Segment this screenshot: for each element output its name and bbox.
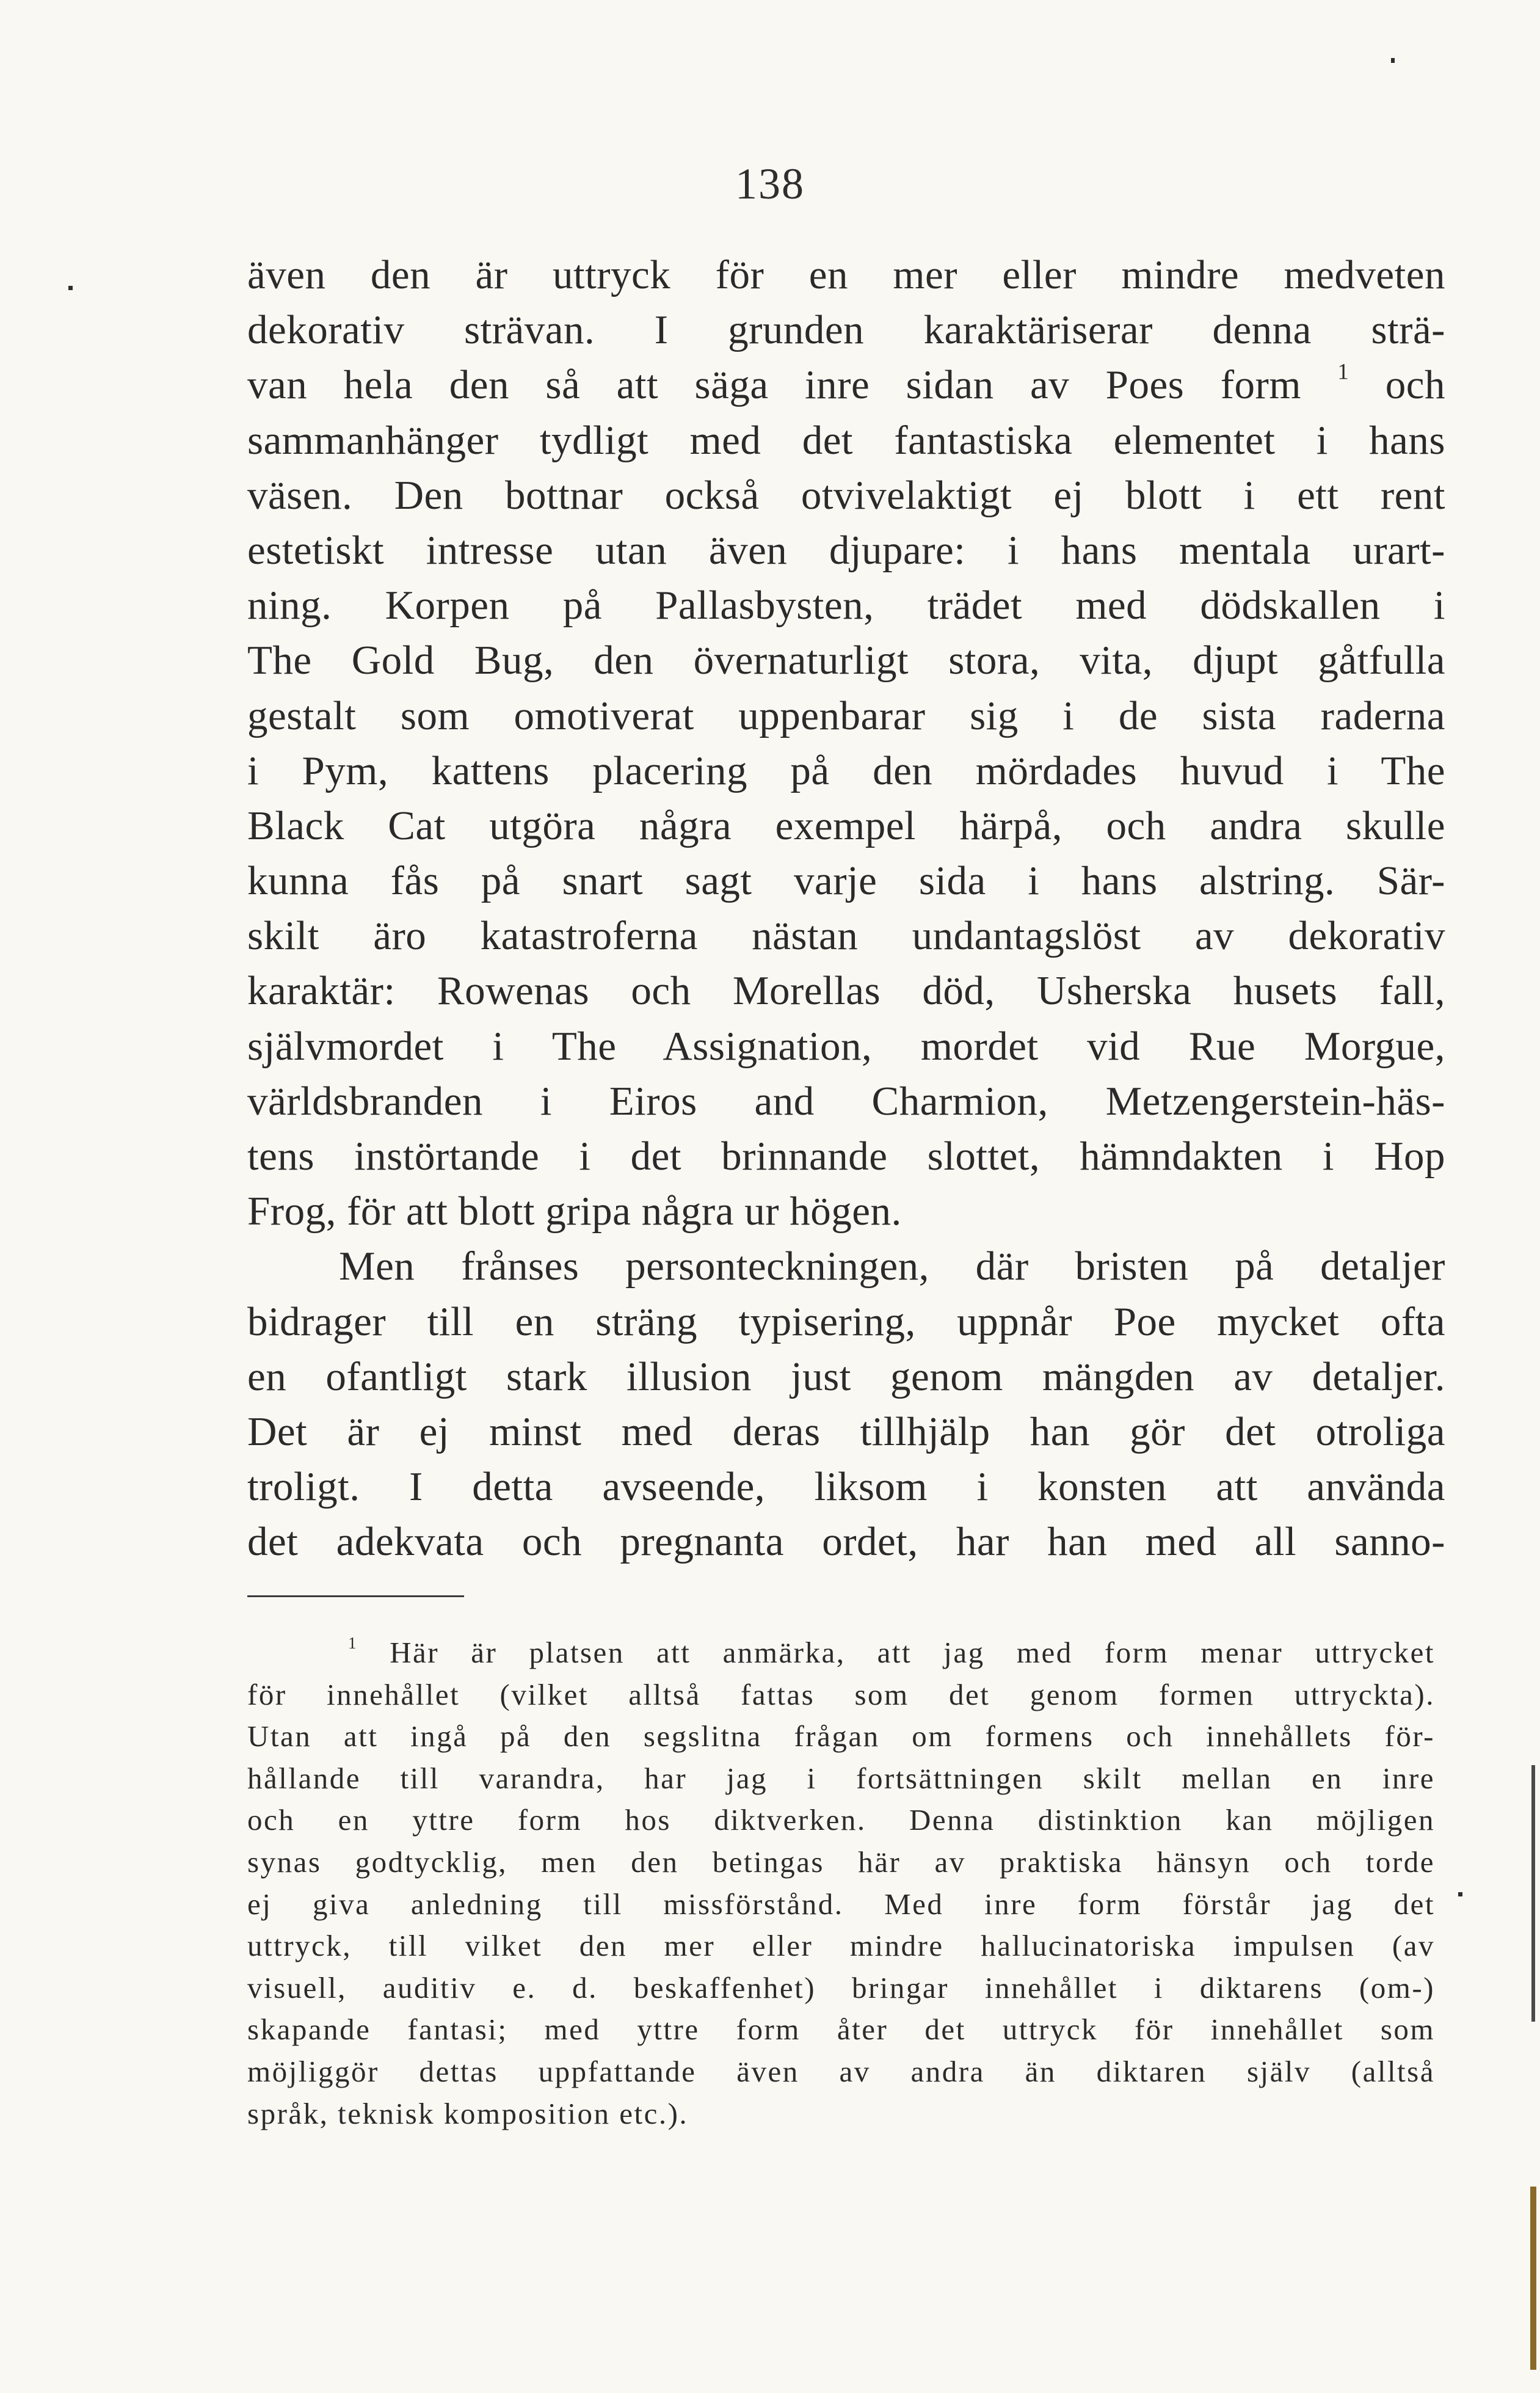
footnote-line: möjliggör dettas uppfattande även av andra än diktaren själv (alltså	[247, 2054, 1435, 2088]
footnote-separator-rule	[247, 1595, 464, 1597]
body-line: bidrager till en sträng typisering, uppnår Poe mycket ofta	[247, 1298, 1445, 1344]
body-line: världsbranden i Eiros and Charmion, Metzengerstein-häs-	[247, 1078, 1445, 1124]
footnote	[247, 1632, 1435, 2135]
body-line: i Pym, kattens placering på den mördades huvud i The	[247, 748, 1445, 793]
body-line: självmordet i The Assignation, mordet vid Rue Morgue,	[247, 1023, 1445, 1069]
footnote-marker: 1	[348, 1634, 358, 1653]
body-line: Det är ej minst med deras tillhjälp han gör det otroliga	[247, 1408, 1445, 1454]
body-line: ning. Korpen på Pallasbysten, trädet med dödskallen i	[247, 583, 1445, 628]
footnote-line: visuell, auditiv e. d. beskaffenhet) bringar innehållet i diktarens (om-)	[247, 1970, 1435, 2005]
body-line: skilt äro katastroferna nästan undantagslöst av dekorativ	[247, 913, 1445, 959]
body-line-text: van hela den så att säga inre sidan av Poes form	[247, 362, 1301, 408]
body-line: The Gold Bug, den övernaturligt stora, vita, djupt gåtfulla	[247, 638, 1445, 683]
body-line-tail: och	[1385, 362, 1446, 408]
body-line: väsen. Den bottnar också otvivelaktigt ej blott i ett rent	[247, 472, 1445, 518]
body-line: dekorativ strävan. I grunden karaktäriserar denna strä-	[247, 307, 1445, 353]
body-line: karaktär: Rowenas och Morellas död, Usherska husets fall,	[247, 968, 1445, 1014]
scan-speck	[1458, 1892, 1462, 1896]
footnote-line: för innehållet (vilket alltså fattas som det genom formen uttryckta).	[247, 1677, 1435, 1711]
scan-speck	[1531, 1765, 1535, 2022]
footnote-line: synas godtycklig, men den betingas här av praktiska hänsyn och torde	[247, 1845, 1435, 1879]
footnote-line-text: Här är platsen att anmärka, att jag med form menar uttrycket	[390, 1636, 1436, 1669]
body-line: en ofantligt stark illusion just genom mängden av detaljer.	[247, 1353, 1445, 1399]
footnote-line: Utan att ingå på den segslitna frågan om formens och innehållets för-	[247, 1719, 1435, 1754]
footnote-line: hållande till varandra, har jag i fortsättningen skilt mellan en inre	[247, 1761, 1435, 1795]
body-line: tens instörtande i det brinnande slottet, hämndakten i Hop	[247, 1134, 1445, 1179]
body-line: troligt. I detta avseende, liksom i konsten att använda	[247, 1464, 1445, 1510]
body-line: gestalt som omotiverat uppenbarar sig i de sista raderna	[247, 693, 1445, 738]
body-line: även den är uttryck för en mer eller mindre medveten	[247, 252, 1445, 297]
body-line: Black Cat utgöra några exempel härpå, och andra skulle	[247, 803, 1445, 848]
body-line-paragraph-end: Frog, för att blott gripa några ur högen.	[247, 1189, 902, 1234]
footnote-line: och en yttre form hos diktverken. Denna distinktion kan möjligen	[247, 1803, 1435, 1837]
body-line: sammanhänger tydligt med det fantastiska elementet i hans	[247, 417, 1445, 463]
body-line: kunna fås på snart sagt varje sida i hans alstring. Sär-	[247, 858, 1445, 904]
page-number: 138	[735, 159, 805, 208]
footnote-line-last: språk, teknisk komposition etc.).	[247, 2096, 689, 2130]
footnote-line: ej giva anledning till missförstånd. Med inre form förstår jag det	[247, 1887, 1435, 1921]
footnote-line: uttryck, till vilket den mer eller mindre hallucinatoriska impulsen (av	[247, 1929, 1435, 1963]
body-line-with-footnote-ref	[247, 357, 1445, 412]
footnote-line: skapande fantasi; med yttre form åter det uttryck för innehållet som	[247, 2012, 1435, 2047]
scan-speck	[1391, 58, 1395, 63]
footnote-ref-marker[interactable]: 1	[1337, 359, 1349, 385]
scan-speck	[1530, 2187, 1536, 2370]
body-text	[247, 247, 1445, 1570]
body-line: det adekvata och pregnanta ordet, har han med all sanno-	[247, 1519, 1445, 1565]
body-line: estetiskt intresse utan även djupare: i hans mentala urart-	[247, 527, 1445, 573]
scan-speck	[68, 286, 73, 290]
body-line-paragraph-start: Men frånses personteckningen, där bristen på detaljer	[339, 1244, 1445, 1289]
footnote-line-first	[247, 1632, 1435, 1674]
